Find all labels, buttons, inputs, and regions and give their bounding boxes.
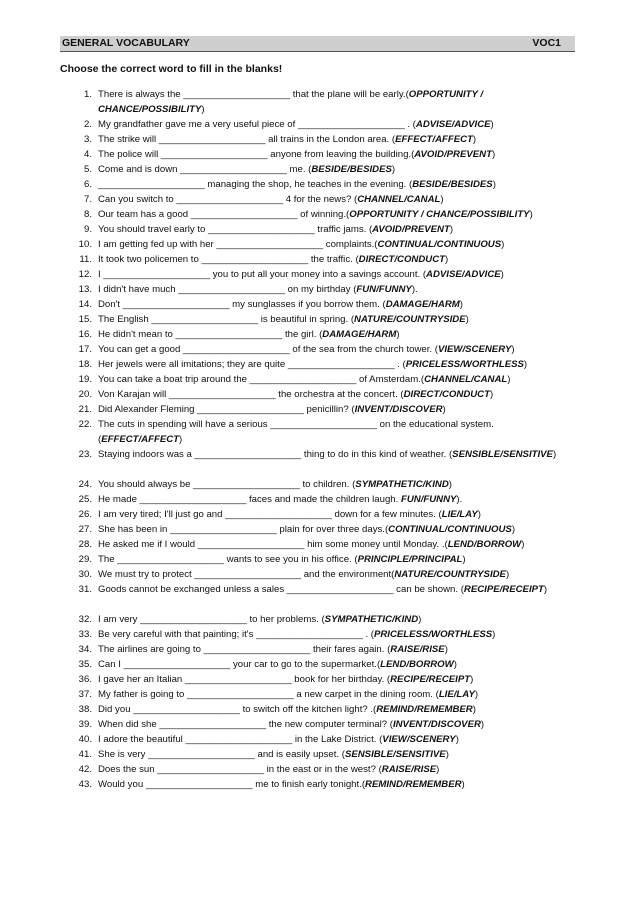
question-sentence: She is very ____________________ and is easily upset. (: [98, 749, 345, 760]
question-number: 33.: [78, 629, 92, 640]
question-text: [98, 777, 580, 792]
question-end: ): [442, 404, 446, 415]
question-sentence: You can get a good ____________________ of the sea from the church tower. (: [98, 344, 438, 355]
question-end: ): [459, 299, 463, 310]
question-sentence: He asked me if I would ____________________ him some money until Monday. .(: [98, 539, 448, 550]
question-item: [60, 582, 580, 612]
question-number: 43.: [78, 779, 92, 790]
question-end: ): [201, 104, 205, 115]
question-end: ): [465, 314, 469, 325]
question-number: 24.: [78, 479, 92, 490]
answer-options: CHANNEL/CANAL: [424, 374, 508, 385]
question-end: ): [511, 524, 516, 535]
question-item: [60, 387, 580, 402]
worksheet-code: VOC1: [532, 37, 561, 49]
question-item: [60, 552, 580, 567]
question-end: ): [455, 734, 459, 745]
question-sentence: He didn't mean to ____________________ the girl. (: [98, 329, 323, 340]
question-end: ): [436, 764, 440, 775]
question-end: ): [179, 434, 183, 445]
question-item: [60, 672, 580, 687]
question-item: [60, 357, 580, 372]
question-end: ).: [456, 494, 463, 505]
answer-options: AVOID/PREVENT: [372, 224, 450, 235]
answer-options: NATURE/COUNTRYSIDE: [354, 314, 466, 325]
answer-options: INVENT/DISCOVER: [392, 719, 481, 730]
question-sentence: Can I ____________________ your car to go to the supermarket.(: [98, 659, 381, 670]
answer-options: BESIDE/BESIDES: [412, 179, 493, 190]
question-sentence: There is always the ____________________ that the plane will be early.(: [98, 89, 409, 100]
question-item: [60, 162, 580, 177]
question-item: [60, 132, 580, 147]
question-sentence: He made ____________________ faces and made the children laugh.: [98, 494, 401, 505]
question-end: ): [521, 539, 525, 550]
question-text: [98, 477, 580, 492]
question-text: [98, 387, 580, 402]
question-sentence: My father is going to ____________________ a new carpet in the dining room. (: [98, 689, 439, 700]
answer-options: EFFECT/AFFECT: [395, 134, 473, 145]
question-item: [60, 147, 580, 162]
question-number: 4.: [83, 149, 92, 160]
answer-options: RAISE/RISE: [390, 644, 445, 655]
question-end: ): [480, 719, 485, 730]
question-end: ): [470, 674, 474, 685]
question-number: 41.: [78, 749, 92, 760]
question-text: [98, 582, 580, 597]
question-sentence: The English ____________________ is beautiful in spring. (: [98, 314, 355, 325]
answer-options: OPPORTUNITY / CHANCE/POSSIBILITY: [98, 89, 484, 115]
answer-options: DAMAGE/HARM: [385, 299, 460, 310]
question-end: ): [453, 659, 457, 670]
question-item: [60, 267, 580, 282]
question-item: [60, 537, 580, 552]
question-text: [98, 672, 580, 687]
question-item: [60, 507, 580, 522]
question-text: [98, 117, 580, 132]
question-sentence: We must try to protect ____________________ and the environment(: [98, 569, 395, 580]
question-end: ): [462, 554, 466, 565]
answer-options: NATURE/COUNTRYSIDE: [394, 569, 506, 580]
answer-options: RECIPE/RECEIPT: [463, 584, 544, 595]
question-number: 18.: [78, 359, 92, 370]
answer-options: DIRECT/CONDUCT: [358, 254, 445, 265]
question-number: 39.: [78, 719, 92, 730]
answer-options: RAISE/RISE: [381, 764, 437, 775]
question-sentence: Goods cannot be exchanged unless a sales ____________________ can be shown. (: [98, 584, 464, 595]
question-sentence: Staying indoors was a ____________________ thing to do in this kind of weather. (: [98, 449, 453, 460]
question-sentence: You should always be ____________________ to children. (: [98, 479, 356, 490]
question-sentence: You should travel early to ____________________ traffic jams. (: [98, 224, 373, 235]
question-item: [60, 732, 580, 747]
question-item: [60, 282, 580, 297]
question-number: 14.: [78, 299, 92, 310]
answer-options: AVOID/PREVENT: [414, 149, 492, 160]
question-end: ).: [411, 284, 418, 295]
question-item: [60, 612, 580, 627]
answer-options: PRICELESS/WORTHLESS: [373, 629, 493, 640]
answer-options: REMIND/REMEMBER: [365, 779, 462, 790]
question-end: ): [418, 614, 422, 625]
question-sentence: Von Karajan will ____________________ the orchestra at the concert. (: [98, 389, 404, 400]
question-item: [60, 312, 580, 327]
question-number: 15.: [78, 314, 92, 325]
answer-options: VIEW/SCENERY: [437, 344, 512, 355]
question-text: [98, 612, 580, 627]
question-text: [98, 372, 580, 387]
question-sentence: Don't ____________________ my sunglasses if you borrow them. (: [98, 299, 386, 310]
question-sentence: Does the sun ____________________ in the east or in the west? (: [98, 764, 382, 775]
question-end: ): [472, 134, 477, 145]
question-end: ): [529, 209, 533, 220]
question-text: [98, 447, 580, 462]
question-sentence: When did she ____________________ the new computer terminal? (: [98, 719, 393, 730]
question-item: [60, 747, 580, 762]
question-end: ): [444, 254, 449, 265]
question-text: [98, 402, 580, 417]
question-sentence: Come and is down ____________________ me. (: [98, 164, 312, 175]
question-number: 1.: [83, 89, 92, 100]
question-text: [98, 192, 580, 207]
question-number: 30.: [78, 569, 92, 580]
answer-options: FUN/FUNNY: [356, 284, 412, 295]
question-sentence: I am very ____________________ to her problems. (: [98, 614, 325, 625]
question-text: [98, 282, 580, 297]
question-item: [60, 762, 580, 777]
question-text: [98, 492, 580, 507]
question-end: ): [396, 329, 400, 340]
question-text: [98, 732, 580, 747]
question-sentence: I didn't have much ____________________ on my birthday (: [98, 284, 357, 295]
answer-options: EFFECT/AFFECT: [101, 434, 180, 445]
question-text: [98, 297, 580, 312]
question-item: [60, 417, 580, 447]
question-number: 36.: [78, 674, 92, 685]
question-item: [60, 657, 580, 672]
question-item: [60, 192, 580, 207]
question-text: [98, 342, 580, 357]
question-sentence: ____________________ managing the shop, he teaches in the evening. (: [98, 179, 413, 190]
question-end: ): [543, 584, 548, 595]
question-text: [98, 222, 580, 237]
question-number: 20.: [78, 389, 92, 400]
worksheet-header: [60, 36, 575, 52]
question-sentence: The strike will ____________________ all trains in the London area. (: [98, 134, 396, 145]
answer-options: OPPORTUNITY / CHANCE/POSSIBILITY: [349, 209, 530, 220]
question-number: 31.: [78, 584, 92, 595]
question-number: 26.: [78, 509, 92, 520]
question-sentence: Did Alexander Fleming ____________________ penicillin? (: [98, 404, 355, 415]
question-end: ): [440, 194, 444, 205]
question-number: 5.: [83, 164, 92, 175]
question-sentence: I ____________________ you to put all your money into a savings account. (: [98, 269, 427, 280]
question-sentence: Be very careful with that painting; it's ____________________ . (: [98, 629, 374, 640]
question-number: 25.: [78, 494, 92, 505]
question-text: [98, 702, 580, 717]
question-number: 6.: [83, 179, 92, 190]
question-end: ): [472, 704, 476, 715]
answer-options: SYMPATHETIC/KIND: [355, 479, 449, 490]
question-item: [60, 627, 580, 642]
answer-options: SENSIBLE/SENSITIVE: [344, 749, 446, 760]
question-item: [60, 87, 580, 117]
question-text: [98, 327, 580, 342]
question-end: ): [492, 179, 496, 190]
question-number: 13.: [78, 284, 92, 295]
question-text: [98, 87, 580, 117]
question-item: [60, 567, 580, 582]
question-text: [98, 417, 580, 447]
answer-options: ADVISE/ADVICE: [415, 119, 491, 130]
question-number: 23.: [78, 449, 92, 460]
question-item: [60, 327, 580, 342]
question-number: 9.: [83, 224, 92, 235]
question-item: [60, 522, 580, 537]
question-number: 34.: [78, 644, 92, 655]
question-number: 42.: [78, 764, 92, 775]
answer-options: SENSIBLE/SENSITIVE: [452, 449, 553, 460]
answer-options: PRINCIPLE/PRINCIPAL: [357, 554, 463, 565]
question-text: [98, 627, 580, 642]
question-end: ): [507, 374, 511, 385]
question-item: [60, 687, 580, 702]
question-text: [98, 657, 580, 672]
question-number: 40.: [78, 734, 92, 745]
question-end: ): [461, 779, 465, 790]
question-sentence: The airlines are going to ____________________ their fares again. (: [98, 644, 391, 655]
answer-options: CONTINUAL/CONTINUOUS: [388, 524, 512, 535]
question-text: [98, 762, 580, 777]
answer-options: DAMAGE/HARM: [322, 329, 397, 340]
question-text: [98, 747, 580, 762]
answer-options: LEND/BORROW: [447, 539, 522, 550]
question-number: 11.: [79, 254, 92, 265]
question-number: 7.: [83, 194, 92, 205]
question-number: 17.: [78, 344, 92, 355]
question-number: 2.: [83, 119, 92, 130]
answer-options: PRICELESS/WORTHLESS: [405, 359, 524, 370]
question-end: ): [500, 269, 504, 280]
question-item: [60, 252, 580, 267]
question-end: ): [448, 479, 452, 490]
question-number: 12.: [78, 269, 92, 280]
question-end: ): [474, 689, 479, 700]
question-item: [60, 642, 580, 657]
answer-options: DIRECT/CONDUCT: [403, 389, 490, 400]
answer-options: INVENT/DISCOVER: [354, 404, 443, 415]
question-sentence: The ____________________ wants to see you in his office. (: [98, 554, 358, 565]
question-number: 22.: [78, 419, 92, 430]
question-number: 16.: [78, 329, 92, 340]
answer-options: ADVISE/ADVICE: [426, 269, 501, 280]
question-item: [60, 237, 580, 252]
question-end: ): [523, 359, 528, 370]
question-number: 10.: [78, 239, 92, 250]
question-sentence: Her jewels were all imitations; they are quite ____________________ . (: [98, 359, 406, 370]
answer-options: RECIPE/RECEIPT: [390, 674, 471, 685]
question-text: [98, 237, 580, 252]
question-list: [60, 87, 580, 792]
question-item: [60, 717, 580, 732]
question-number: 28.: [78, 539, 92, 550]
question-item: [60, 777, 580, 792]
question-end: ): [490, 119, 494, 130]
question-item: [60, 342, 580, 357]
question-number: 29.: [78, 554, 92, 565]
question-text: [98, 537, 580, 552]
answer-options: LIE/LAY: [441, 509, 478, 520]
question-sentence: Would you ____________________ me to finish early tonight.(: [98, 779, 366, 790]
question-item: [60, 492, 580, 507]
question-text: [98, 267, 580, 282]
question-sentence: The cuts in spending will have a serious ____________________ on the educational system. (: [98, 419, 494, 445]
answer-options: CHANNEL/CANAL: [357, 194, 441, 205]
question-sentence: I am very tired; I'll just go and ____________________ down for a few minutes. (: [98, 509, 442, 520]
question-end: ): [552, 449, 557, 460]
question-sentence: Can you switch to ____________________ 4 for the news? (: [98, 194, 358, 205]
question-text: [98, 312, 580, 327]
question-number: 19.: [78, 374, 92, 385]
question-text: [98, 177, 580, 192]
answer-options: BESIDE/BESIDES: [311, 164, 392, 175]
question-number: 8.: [83, 209, 92, 220]
question-number: 32.: [78, 614, 92, 625]
answer-options: FUN/FUNNY: [400, 494, 457, 505]
question-number: 37.: [78, 689, 92, 700]
worksheet-title: GENERAL VOCABULARY: [62, 37, 190, 49]
question-sentence: She has been in ____________________ plain for over three days.(: [98, 524, 389, 535]
question-number: 35.: [78, 659, 92, 670]
question-item: [60, 117, 580, 132]
question-item: [60, 702, 580, 717]
question-sentence: Our team has a good ____________________ of winning.(: [98, 209, 350, 220]
question-text: [98, 147, 580, 162]
question-text: [98, 522, 580, 537]
question-item: [60, 207, 580, 222]
question-item: [60, 177, 580, 192]
answer-options: VIEW/SCENERY: [382, 734, 456, 745]
instructions: Choose the correct word to fill in the blanks!: [60, 63, 283, 75]
question-sentence: The police will ____________________ anyone from leaving the building.(: [98, 149, 415, 160]
question-end: ): [489, 389, 494, 400]
question-number: 27.: [78, 524, 92, 535]
answer-options: SYMPATHETIC/KIND: [324, 614, 419, 625]
answer-options: REMIND/REMEMBER: [376, 704, 473, 715]
question-sentence: You can take a boat trip around the ____________________ of Amsterdam.(: [98, 374, 425, 385]
question-sentence: I adore the beautiful ____________________ in the Lake District. (: [98, 734, 383, 745]
question-text: [98, 687, 580, 702]
question-text: [98, 252, 580, 267]
question-end: ): [501, 239, 505, 250]
question-text: [98, 567, 580, 582]
question-text: [98, 162, 580, 177]
question-text: [98, 507, 580, 522]
question-number: 3.: [83, 134, 92, 145]
question-sentence: I am getting fed up with her ____________________ complaints.(: [98, 239, 378, 250]
question-sentence: My grandfather gave me a very useful piece of ____________________ . (: [98, 119, 416, 130]
question-item: [60, 402, 580, 417]
answer-options: CONTINUAL/CONTINUOUS: [377, 239, 502, 250]
question-end: ): [491, 149, 496, 160]
question-end: ): [445, 749, 449, 760]
question-end: ): [391, 164, 396, 175]
question-number: 21.: [78, 404, 92, 415]
question-text: [98, 207, 580, 222]
question-text: [98, 357, 580, 372]
question-item: [60, 447, 580, 477]
question-end: ): [492, 629, 496, 640]
question-end: ): [511, 344, 515, 355]
question-item: [60, 372, 580, 387]
question-text: [98, 132, 580, 147]
question-text: [98, 717, 580, 732]
question-end: ): [477, 509, 481, 520]
question-sentence: Did you ____________________ to switch off the kitchen light? .(: [98, 704, 377, 715]
question-number: 38.: [78, 704, 92, 715]
question-item: [60, 222, 580, 237]
question-text: [98, 642, 580, 657]
answer-options: LIE/LAY: [438, 689, 475, 700]
answer-options: LEND/BORROW: [380, 659, 454, 670]
question-end: ): [444, 644, 448, 655]
question-item: [60, 297, 580, 312]
question-sentence: I gave her an Italian ____________________ book for her birthday. (: [98, 674, 391, 685]
question-end: ): [449, 224, 454, 235]
question-sentence: It took two policemen to ____________________ the traffic. (: [98, 254, 359, 265]
question-end: ): [505, 569, 510, 580]
question-item: [60, 477, 580, 492]
question-text: [98, 552, 580, 567]
